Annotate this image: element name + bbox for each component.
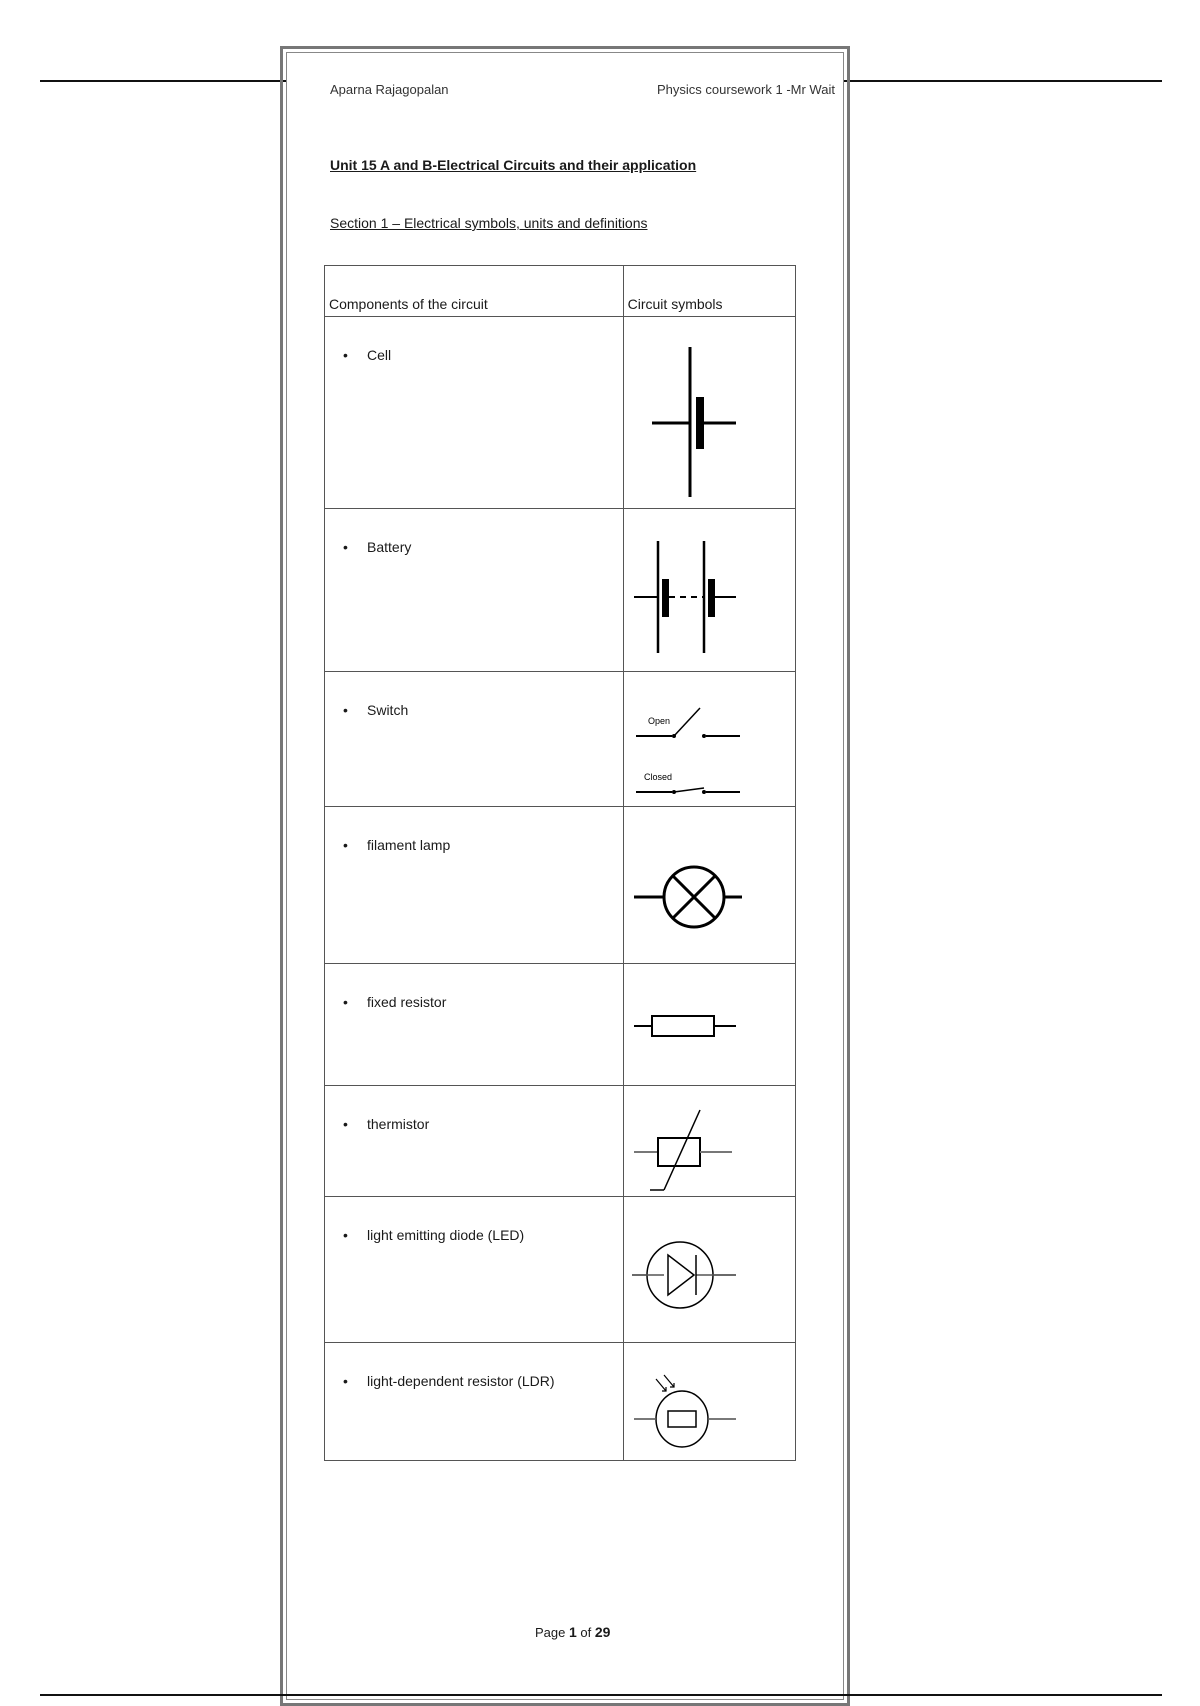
component-label — [325, 317, 623, 363]
bullet: • — [343, 702, 348, 718]
document-title: Unit 15 A and B-Electrical Circuits and their application — [330, 157, 697, 173]
bullet: • — [343, 1227, 348, 1243]
table-row — [325, 509, 796, 672]
table-row — [325, 1197, 796, 1343]
component-label — [325, 1343, 623, 1389]
bullet: • — [343, 347, 348, 363]
footer-page-word: Page — [535, 1625, 566, 1640]
component-label — [325, 807, 623, 853]
table-header-row — [325, 266, 796, 317]
component-name: fixed resistor — [367, 994, 447, 1010]
bullet: • — [343, 994, 348, 1010]
battery-symbol-icon — [624, 509, 795, 669]
component-name: Battery — [367, 539, 412, 555]
header-author: Aparna Rajagopalan — [330, 82, 449, 97]
section-heading: Section 1 – Electrical symbols, units and definitions — [330, 215, 648, 231]
component-label — [325, 1197, 623, 1243]
components-table — [324, 265, 796, 1461]
page-footer — [535, 1624, 610, 1640]
thermistor-symbol-icon — [624, 1086, 795, 1196]
cell-symbol-icon — [624, 317, 795, 507]
led-symbol-icon — [624, 1197, 795, 1341]
table-row — [325, 964, 796, 1086]
component-name: light emitting diode (LED) — [367, 1227, 525, 1243]
component-label — [325, 509, 623, 555]
component-label — [325, 1086, 623, 1132]
resistor-symbol-icon — [624, 964, 795, 1084]
footer-page-total: 29 — [594, 1624, 611, 1640]
bullet: • — [343, 1373, 348, 1389]
component-name: filament lamp — [367, 837, 451, 853]
bullet: • — [343, 837, 348, 853]
header-course: Physics coursework 1 -Mr Wait — [657, 82, 835, 97]
table-row — [325, 317, 796, 509]
table-row — [325, 1343, 796, 1461]
switch-closed-label: Closed — [643, 772, 672, 782]
bullet: • — [343, 1116, 348, 1132]
switch-symbol-icon — [624, 672, 795, 804]
table-row — [325, 807, 796, 964]
table-row — [325, 672, 796, 807]
lamp-symbol-icon — [624, 807, 795, 962]
component-name: Cell — [367, 347, 392, 363]
column-header-symbols: Circuit symbols — [623, 266, 795, 317]
component-name: Switch — [367, 702, 409, 718]
ldr-symbol-icon — [624, 1343, 795, 1459]
bullet: • — [343, 539, 348, 555]
column-header-components: Components of the circuit — [325, 266, 624, 317]
switch-open-label: Open — [647, 716, 670, 726]
component-label — [325, 964, 623, 1010]
table-row — [325, 1086, 796, 1197]
footer-of-word: of — [580, 1625, 592, 1640]
bottom-rule — [40, 1694, 1162, 1696]
component-label — [325, 672, 623, 718]
footer-page-number: 1 — [569, 1624, 577, 1640]
component-name: thermistor — [367, 1116, 430, 1132]
component-name: light-dependent resistor (LDR) — [367, 1373, 555, 1389]
